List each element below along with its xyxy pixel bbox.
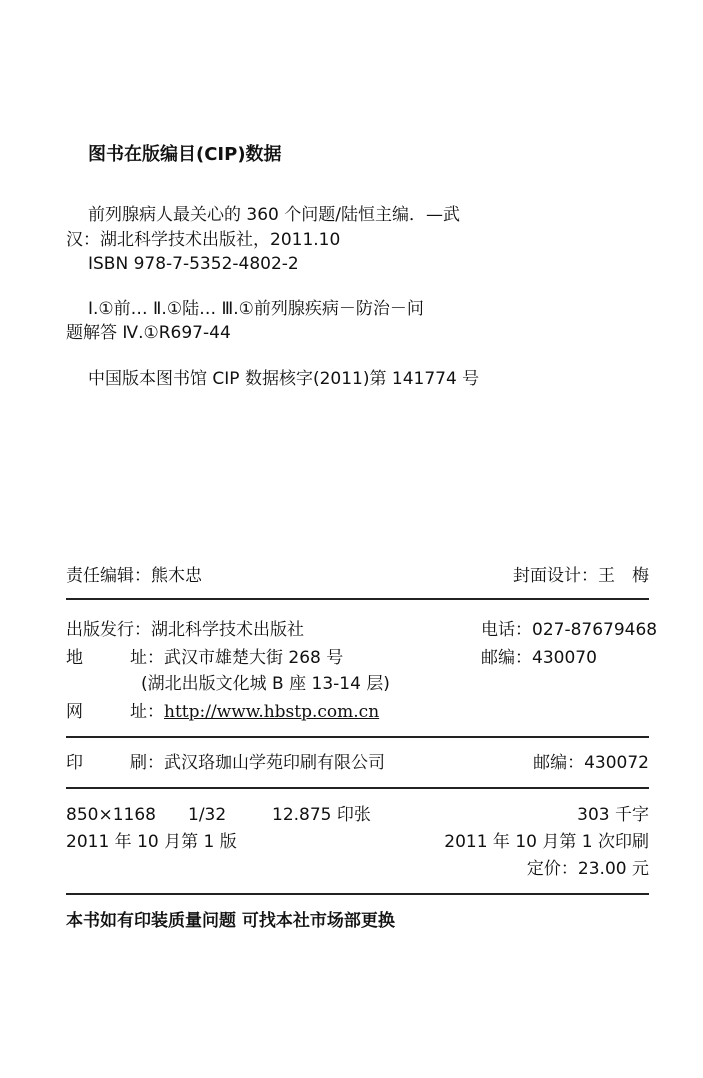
cip-title-line2: 汉：湖北科学技术出版社，2011.10 xyxy=(66,230,341,250)
website-url[interactable]: http://www.hbstp.com.cn xyxy=(164,702,380,722)
printer-label: 印 xyxy=(66,753,83,773)
divider-3 xyxy=(66,787,649,789)
address-label: 地 xyxy=(66,648,83,668)
edition: 2011 年 10 月第 1 版 xyxy=(66,832,237,852)
printing: 2011 年 10 月第 1 次印刷 xyxy=(444,832,649,852)
divider-1 xyxy=(66,598,649,600)
word-count: 303 千字 xyxy=(577,805,649,825)
cip-title-line1: 前列腺病人最关心的 360 个问题/陆恒主编．—武 xyxy=(88,205,460,225)
cover-designer: 封面设计：王 梅 xyxy=(513,566,649,586)
divider-4 xyxy=(66,893,649,895)
cip-isbn: ISBN 978-7-5352-4802-2 xyxy=(88,254,299,274)
printer-name: 刷：武汉珞珈山学苑印刷有限公司 xyxy=(130,753,385,773)
cip-heading: 图书在版编目(CIP)数据 xyxy=(88,144,282,165)
book-fold: 1/32 xyxy=(188,805,227,825)
price: 定价：23.00 元 xyxy=(526,859,649,879)
website-prefix: 址： xyxy=(130,702,164,722)
responsible-editor: 责任编辑：熊木忠 xyxy=(66,566,202,586)
book-format: 850×1168 xyxy=(66,805,156,825)
address-line2: (湖北出版文化城 B 座 13-14 层) xyxy=(141,674,390,694)
website-row xyxy=(130,701,379,723)
publisher-postcode: 邮编：430070 xyxy=(481,648,597,668)
publisher-name: 出版发行：湖北科学技术出版社 xyxy=(66,620,304,640)
printer-postcode: 邮编：430072 xyxy=(533,753,649,773)
website-label: 网 xyxy=(66,702,83,722)
divider-2 xyxy=(66,736,649,738)
address-value: 址：武汉市雄楚大街 268 号 xyxy=(130,648,344,668)
cip-subject-line2: 题解答 Ⅳ.①R697-44 xyxy=(66,323,231,343)
quality-notice: 本书如有印装质量问题 可找本社市场部更换 xyxy=(66,911,395,931)
publisher-phone: 电话：027-87679468 xyxy=(481,620,658,640)
print-sheets: 12.875 印张 xyxy=(272,805,371,825)
cip-subject-line1: Ⅰ.①前… Ⅱ.①陆… Ⅲ.①前列腺疾病－防治－问 xyxy=(88,299,424,319)
cip-record-number: 中国版本图书馆 CIP 数据核字(2011)第 141774 号 xyxy=(88,369,480,389)
